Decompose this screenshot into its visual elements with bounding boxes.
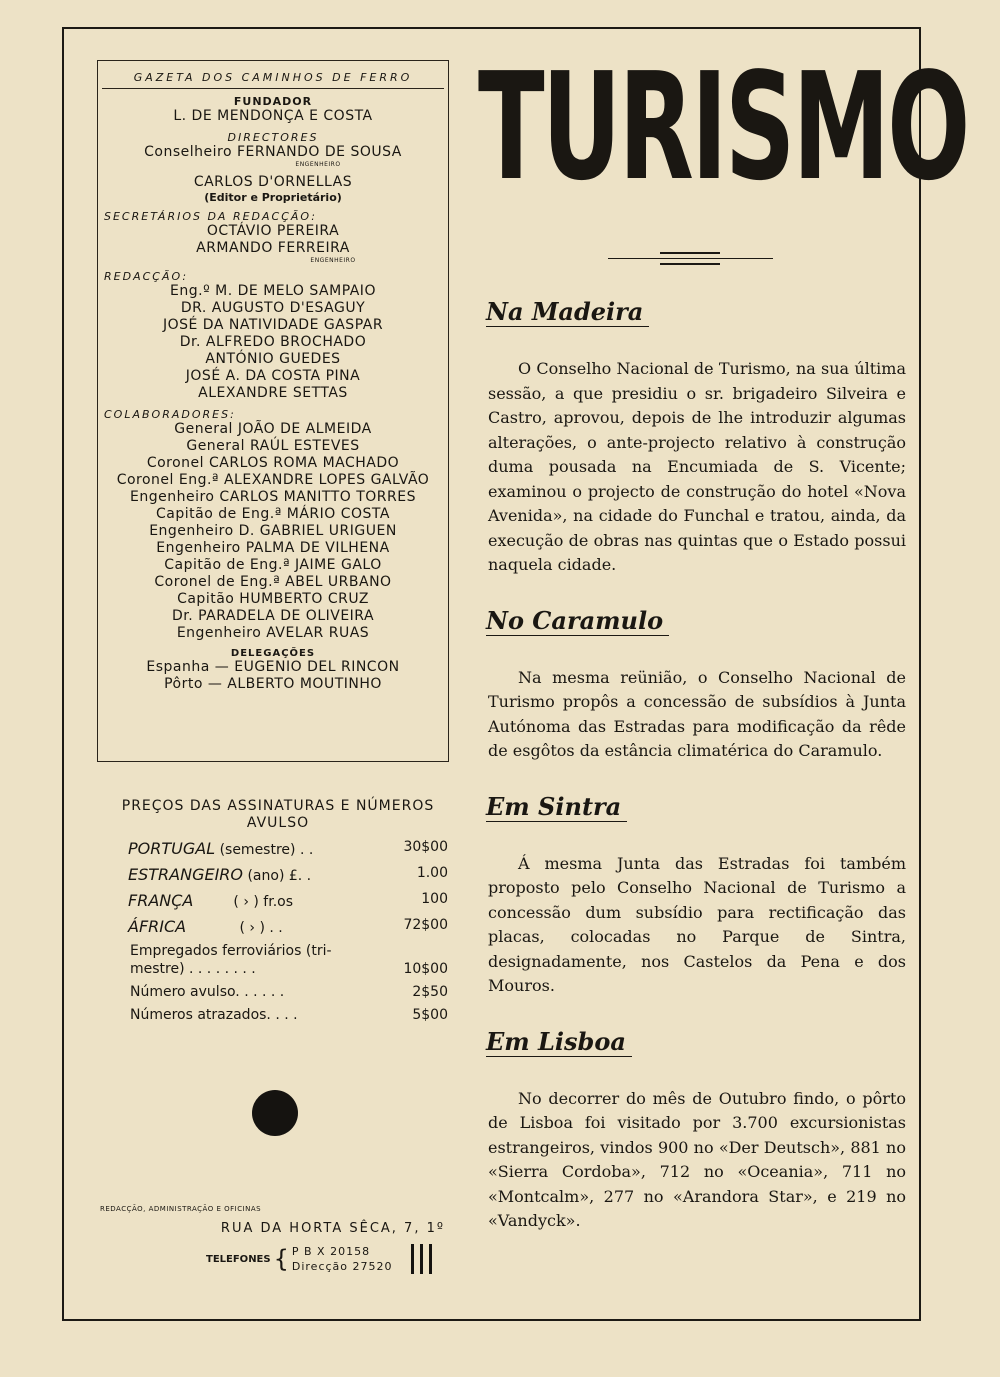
article-column (478, 41, 968, 1234)
price-extra: ( › ) fr.os (233, 894, 294, 910)
price-extra: (semestre) . . (219, 842, 314, 858)
article-title: TURISMO (478, 41, 968, 213)
price-value: 2$50 (412, 984, 448, 1000)
price-value: 72$00 (403, 917, 448, 933)
section-heading-caramulo: No Caramulo (486, 606, 669, 636)
price-label: mestre) . . . . . . . . (130, 961, 256, 977)
section-text-madeira: O Conselho Nacional de Turismo, na sua última sessão, a que presidiu o sr. brigadeiro Silveira e Castro, aprovou, depois de lhe introduzir algumas alterações, o ante-projecto relativo à construção duma pousada na Encumiada de S. Vicente; examinou o projecto de construção do hotel «Nova Avenida», na cidade do Funchal e tratou, ainda, da execução de obras nas quintas que o Estado possui naquela cidade. (488, 359, 906, 574)
price-label: ÁFRICA (128, 917, 187, 936)
secretario-1: OCTÁVIO PEREIRA (206, 223, 340, 239)
price-label: FRANÇA (128, 891, 194, 910)
prices-block (108, 798, 448, 1023)
masthead-box (97, 60, 449, 762)
director-1: Conselheiro FERNANDO DE SOUSA (144, 144, 402, 160)
colaborador: Coronel Eng.ª ALEXANDRE LOPES GALVÃO (116, 472, 430, 488)
price-value: 1.00 (416, 865, 448, 881)
address-label: REDACÇÃO, ADMINISTRAÇÃO E OFICINAS (100, 1205, 262, 1213)
colaborador: General JOÃO DE ALMEIDA (174, 421, 372, 437)
colaborador: Capitão de Eng.ª JAIME GALO (164, 557, 382, 573)
phones-row (100, 1244, 445, 1274)
price-label: ESTRANGEIRO (128, 865, 244, 884)
price-row (128, 865, 448, 884)
redaccao-member: JOSÉ DA NATIVIDADE GASPAR (162, 317, 384, 333)
prices-title: PREÇOS DAS ASSINATURAS E NÚMEROS AVULSO (121, 798, 435, 831)
colaborador: Engenheiro CARLOS MANITTO TORRES (129, 489, 416, 505)
secretario-2: ARMANDO FERREIRA (196, 240, 350, 256)
redaccao-member: Eng.º M. DE MELO SAMPAIO (170, 283, 376, 299)
phone-pbx: P B X 20158 (291, 1245, 371, 1258)
delegacoes-label: DELEGAÇÕES (230, 648, 316, 659)
price-label: Número avulso. . . . . . (130, 984, 285, 1000)
redaccao-member: Dr. ALFREDO BROCHADO (179, 334, 367, 350)
colaborador: Engenheiro AVELAR RUAS (176, 625, 370, 641)
redaccao-member: ALEXANDRE SETTAS (198, 385, 348, 401)
colaborador: Engenheiro PALMA DE VILHENA (156, 540, 390, 556)
price-label: Números atrazados. . . . (130, 1007, 298, 1023)
brace-icon: { (273, 1245, 289, 1273)
price-label: PORTUGAL (128, 839, 216, 858)
price-row (128, 891, 448, 910)
phone-direccao: Direcção 27520 (291, 1260, 393, 1273)
price-value: 30$00 (403, 839, 448, 855)
redaccao-label: REDACÇÃO: (104, 270, 189, 283)
price-value: 100 (421, 891, 448, 907)
price-row (130, 961, 448, 977)
triple-bar-ornament (411, 1244, 432, 1274)
price-row (128, 839, 448, 858)
phones-label: TELEFONES (206, 1253, 271, 1265)
price-extra: (ano) £. . (247, 868, 312, 884)
redaccao-member: ANTÓNIO GUEDES (205, 351, 341, 367)
price-value: 5$00 (412, 1007, 448, 1023)
delegacao: Pôrto — ALBERTO MOUTINHO (164, 676, 382, 692)
fundador-name: L. DE MENDONÇA E COSTA (173, 108, 373, 124)
section-heading-lisboa: Em Lisboa (486, 1027, 632, 1057)
director-2-sub: (Editor e Proprietário) (204, 191, 342, 204)
price-extra: ( › ) . . (239, 920, 283, 936)
director-1-sub: ENGENHEIRO (295, 161, 341, 168)
price-value: 10$00 (403, 961, 448, 977)
colaborador: Dr. PARADELA DE OLIVEIRA (171, 608, 375, 624)
colaborador: Capitão HUMBERTO CRUZ (177, 591, 369, 607)
director-2: CARLOS D'ORNELLAS (193, 174, 353, 190)
section-text-caramulo: Na mesma reünião, o Conselho Nacional de Turismo propôs a concessão de subsídios à Junta Autónoma das Estradas para modificação da rêde de esgôtos da estância climatérica do Caramulo. (488, 667, 906, 760)
redaccao-member: DR. AUGUSTO D'ESAGUY (180, 300, 366, 316)
section-text-sintra: Á mesma Junta das Estradas foi também proposto pelo Conselho Nacional de Turismo a concessão dum subsídio para rectificação das placas, colocadas no Parque de Sintra, designadamente, nos Castelos da Pena e dos Mouros. (488, 853, 906, 995)
publication-title: GAZETA DOS CAMINHOS DE FERRO (102, 61, 444, 89)
price-label: Empregados ferroviários (tri- (130, 943, 332, 959)
address-block (100, 1205, 445, 1274)
colaboradores-label: COLABORADORES: (104, 408, 236, 421)
section-text-lisboa: No decorrer do mês de Outubro findo, o pôrto de Lisboa foi visitado por 3.700 excursionistas estrangeiros, vindos 900 no «Der Deutsch», 881 no «Sierra Cordoba», 712 no «Oceania», 711 no «Montcalm», 277 no «Arandora Star», e 219 no «Vandyck». (488, 1088, 906, 1230)
delegacao: Espanha — EUGENIO DEL RINCON (146, 659, 400, 675)
price-row (128, 917, 448, 936)
colaborador: Capitão de Eng.ª MÁRIO COSTA (156, 506, 390, 522)
title-rule-ornament (608, 252, 773, 265)
redaccao-member: JOSÉ A. DA COSTA PINA (185, 368, 361, 384)
colaborador: General RAÚL ESTEVES (186, 438, 360, 454)
black-dot-ornament (252, 1090, 298, 1136)
secretario-2-sub: ENGENHEIRO (310, 257, 356, 264)
colaborador: Coronel de Eng.ª ABEL URBANO (154, 574, 392, 590)
directores-label: DIRECTORES (227, 131, 319, 144)
price-row (130, 984, 448, 1000)
price-row (130, 943, 448, 959)
colaborador: Engenheiro D. GABRIEL URIGUEN (149, 523, 397, 539)
fundador-label: FUNDADOR (233, 95, 313, 108)
secretarios-label: SECRETÁRIOS DA REDACÇÃO: (104, 210, 317, 223)
section-heading-sintra: Em Sintra (486, 792, 627, 822)
section-heading-madeira: Na Madeira (486, 297, 649, 327)
address-street: RUA DA HORTA SÊCA, 7, 1º (220, 1221, 445, 1236)
price-row (130, 1007, 448, 1023)
colaborador: Coronel CARLOS ROMA MACHADO (146, 455, 400, 471)
